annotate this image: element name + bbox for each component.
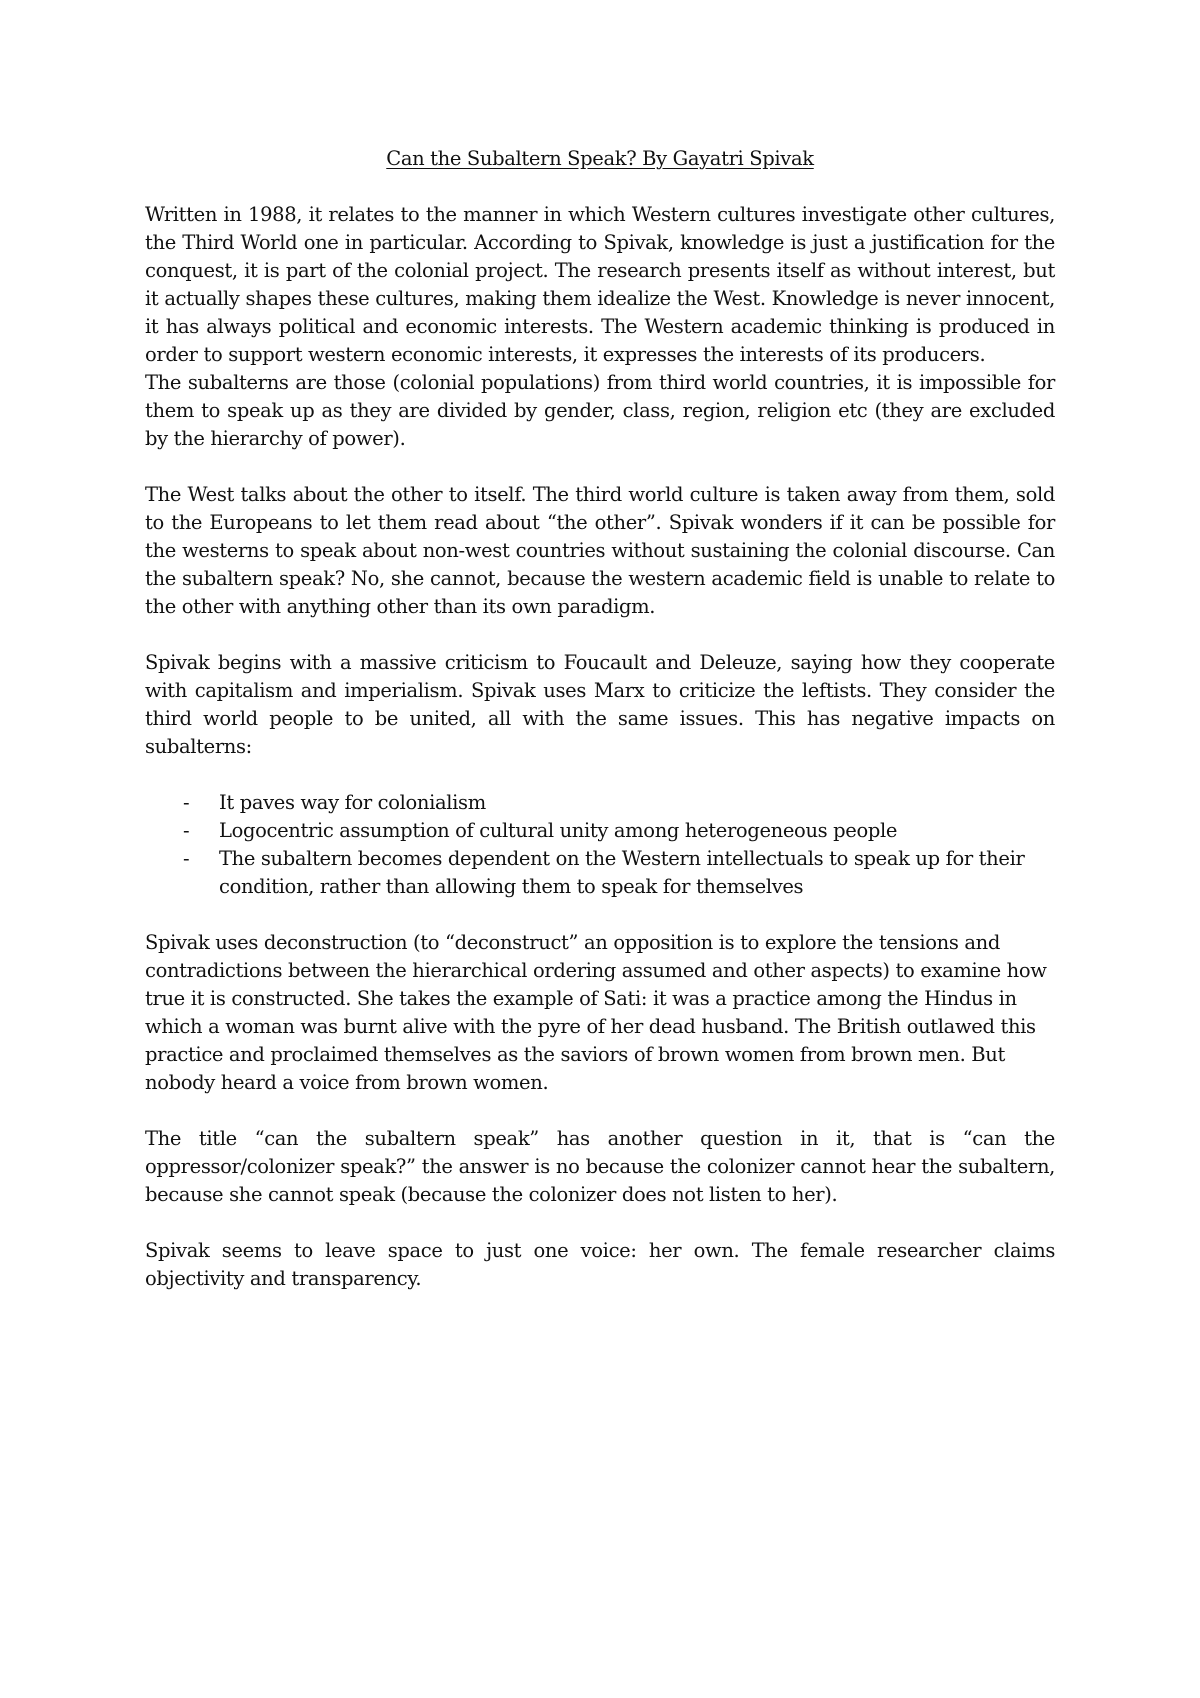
paragraph-one-voice: Spivak seems to leave space to just one voice: her own. The female researcher claims objectivity and transparency. (145, 1239, 1055, 1290)
paragraph-intro: Written in 1988, it relates to the manner in which Western cultures investigate other cultures, the Third World one in particular. According to Spivak, knowledge is just a justification for the conquest, it is part of the colonial project. The research presents itself as without interest, but it actually shapes these cultures, making them idealize the West. Knowledge is never innocent, it has always political and economic interests. The Western academic thinking is produced in order to support western economic interests, it expresses the interests of its producers. (145, 203, 1055, 366)
list-item (145, 845, 1055, 901)
paragraph-gap (145, 621, 1055, 649)
paragraph-west-talks: The West talks about the other to itself. The third world culture is taken away from them, sold to the Europeans to let them read about “the other”. Spivak wonders if it can be possible for the westerns to speak about non-west countries without sustaining the colonial discourse. Can the subaltern speak? No, she cannot, because the western academic field is unable to relate to the other with anything other than its own paradigm. (145, 483, 1055, 618)
list-item-text: It paves way for colonialism (219, 791, 486, 814)
list-item (145, 789, 1055, 817)
list-item (145, 817, 1055, 845)
bullet-dash: - (183, 791, 190, 814)
impacts-list (145, 789, 1055, 901)
paragraph-subalterns: The subalterns are those (colonial populations) from third world countries, it is impossible for them to speak up as they are divided by gender, class, region, religion etc (they are excluded by the hierarchy of power). (145, 371, 1055, 450)
paragraph-gap (145, 901, 1055, 929)
bullet-dash: - (183, 819, 190, 842)
paragraph-title-question: The title “can the subaltern speak” has another question in it, that is “can the oppressor/colonizer speak?” the answer is no because the colonizer cannot hear the subaltern, because she cannot speak (because the colonizer does not listen to her). (145, 1127, 1055, 1206)
document-title: Can the Subaltern Speak? By Gayatri Spivak (386, 147, 814, 170)
bullet-dash: - (183, 847, 190, 870)
paragraph-gap (145, 453, 1055, 481)
document-body (145, 145, 1055, 1293)
paragraph-gap (145, 761, 1055, 789)
list-item-text: The subaltern becomes dependent on the Western intellectuals to speak up for their condition, rather than allowing them to speak for themselves (219, 847, 1025, 898)
paragraph-gap (145, 1209, 1055, 1237)
paragraph-gap (145, 1097, 1055, 1125)
paragraph-criticism: Spivak begins with a massive criticism to Foucault and Deleuze, saying how they cooperate with capitalism and imperialism. Spivak uses Marx to criticize the leftists. They consider the third world people to be united, all with the same issues. This has negative impacts on subalterns: (145, 651, 1055, 758)
paragraph-deconstruction: Spivak uses deconstruction (to “deconstruct” an opposition is to explore the tensions and contradictions between the hierarchical ordering assumed and other aspects) to examine how true it is constructed. She takes the example of Sati: it was a practice among the Hindus in which a woman was burnt alive with the pyre of her dead husband. The British outlawed this practice and proclaimed themselves as the saviors of brown women from brown men. But nobody heard a voice from brown women. (145, 931, 1047, 1094)
list-item-text: Logocentric assumption of cultural unity among heterogeneous people (219, 819, 898, 842)
